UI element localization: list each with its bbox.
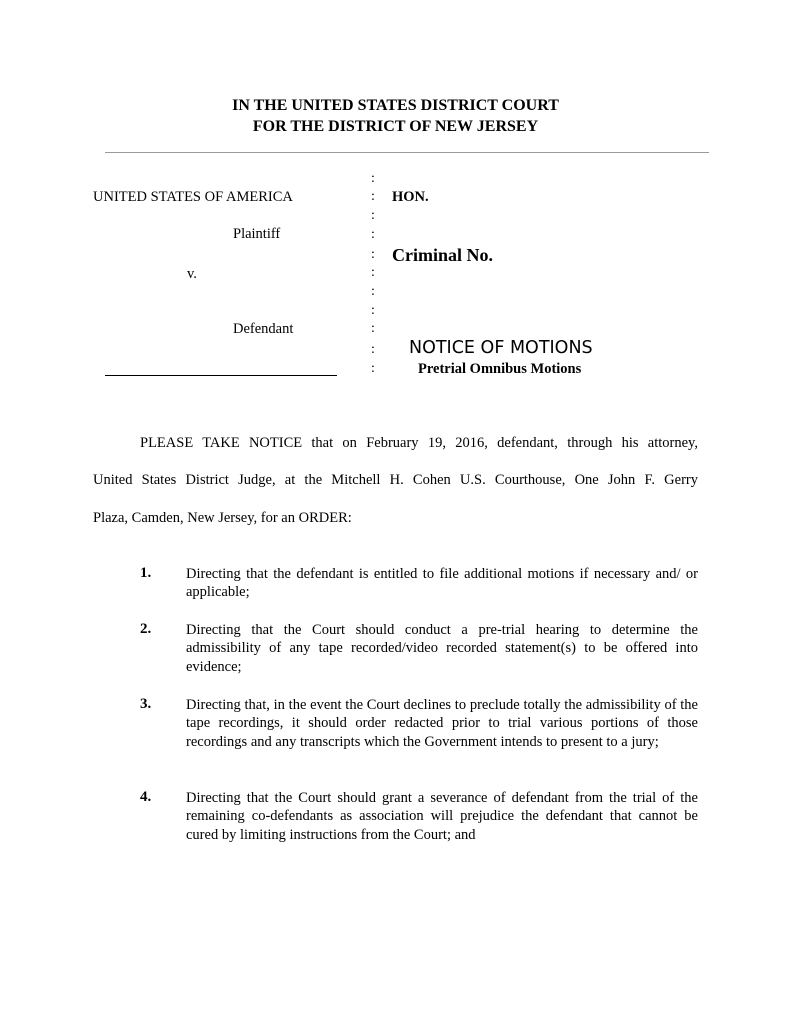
motion-item-number: 4. <box>140 789 152 805</box>
caption-colon: : <box>371 171 375 186</box>
motion-item-text: Directing that the Court should grant a severance of defendant from the trial of the remaining co-defendants as association will prejudice the defendant that cannot be cured by limiting instructions from the Court; and <box>186 790 698 843</box>
header-divider <box>105 152 709 153</box>
motion-item-number: 2. <box>140 621 152 637</box>
notice-paragraph-line: United States District Judge, at the Mitchell H. Cohen U.S. Courthouse, One John F. Gerry <box>93 472 698 488</box>
notice-paragraph-line: PLEASE TAKE NOTICE that on February 19, 2016, defendant, through his attorney, <box>140 435 698 451</box>
caption-colon: : <box>371 247 375 262</box>
notice-paragraph-line: Plaza, Camden, New Jersey, for an ORDER: <box>93 510 352 526</box>
motion-item-text: Directing that the defendant is entitled to file additional motions if necessary and/ or applicable; <box>186 566 698 601</box>
caption-colon: : <box>371 189 375 204</box>
caption-colon: : <box>371 284 375 299</box>
caption-colon: : <box>371 227 375 242</box>
notice-title: NOTICE OF MOTIONS <box>409 338 593 358</box>
plaintiff-name: UNITED STATES OF AMERICA <box>93 189 293 205</box>
court-title-line-2: FOR THE DISTRICT OF NEW JERSEY <box>252 118 539 135</box>
motion-item-text: Directing that the Court should conduct a pre-trial hearing to determine the admissibility of any tape recorded/video recorded statement(s) to be offered into evidence; <box>186 622 698 675</box>
caption-colon: : <box>371 208 375 223</box>
motion-item-text: Directing that, in the event the Court declines to preclude totally the admissibility of the tape recordings, it should order redacted prior to trial various portions of those recordings and any transcripts which the Government intends to present to a jury; <box>186 697 698 750</box>
defendant-signature-line <box>105 375 337 376</box>
versus-label: v. <box>187 266 197 282</box>
defendant-label: Defendant <box>233 321 294 337</box>
motion-item-number: 3. <box>140 696 152 712</box>
court-title-line-1: IN THE UNITED STATES DISTRICT COURT <box>232 97 559 114</box>
notice-subtitle: Pretrial Omnibus Motions <box>418 361 582 377</box>
motion-item-number: 1. <box>140 565 152 581</box>
judge-label: HON. <box>392 189 429 205</box>
caption-colon: : <box>371 321 375 336</box>
caption-colon: : <box>371 303 375 318</box>
caption-colon: : <box>371 361 375 376</box>
criminal-number-label: Criminal No. <box>392 245 493 265</box>
plaintiff-label: Plaintiff <box>233 226 281 242</box>
caption-colon: : <box>371 265 375 280</box>
caption-colon: : <box>371 342 375 357</box>
